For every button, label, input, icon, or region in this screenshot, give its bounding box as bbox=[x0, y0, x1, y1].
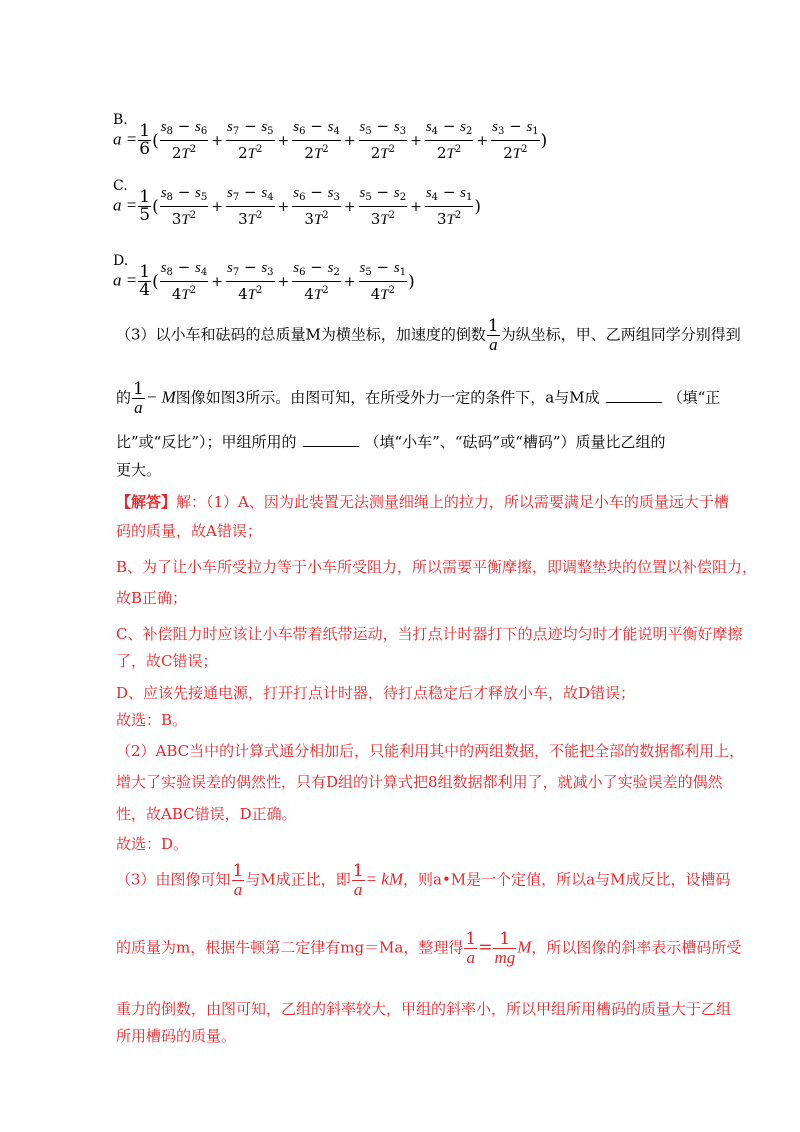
plus-sign: + bbox=[343, 273, 356, 290]
formula-term: $\frac{s_4 - s_1}{3T^2}$ bbox=[425, 183, 473, 228]
formula-term: $\frac{s_8 - s_4}{4T^2}$ bbox=[160, 258, 208, 303]
plus-sign: + bbox=[343, 132, 356, 149]
answer-blank-1[interactable] bbox=[606, 388, 662, 403]
formula-term: $\frac{s_5 - s_3}{2T^2}$ bbox=[359, 117, 407, 162]
formula-term: $\frac{s_7 - s_4}{3T^2}$ bbox=[226, 183, 274, 228]
formula-term: $\frac{s_6 - s_4}{2T^2}$ bbox=[293, 117, 340, 162]
answer-line-11: 性，故ABC错误，D正确。 bbox=[116, 805, 297, 823]
answer-blank-2[interactable] bbox=[303, 432, 359, 447]
answer-line-3: B、为了让小车所受拉力等于小车所受阻力，所以需要平衡摩擦，即调整垫块的位置以补偿阻力， bbox=[116, 558, 758, 576]
option-c-label: C. bbox=[113, 178, 128, 194]
question3-line1: （3）以小车和砝码的总质量M为横坐标，加速度的倒数 $\frac{1}{a}$ 为纵坐标，甲、乙两组同学分别得到 bbox=[116, 316, 741, 354]
formula-paren-open: ( bbox=[152, 271, 159, 292]
answer-line-13: （3）由图像可知 $\frac{1}{a}$ 与M成正比，即 $\frac{1}{a}$ = kM，则a•M是一个定值，所以a与M成反比，设槽码 bbox=[116, 861, 731, 899]
formula-lead: a = bbox=[113, 195, 138, 215]
formula-paren-open: ( bbox=[152, 196, 159, 217]
formula-paren-open: ( bbox=[152, 130, 159, 151]
plus-sign: + bbox=[277, 198, 290, 215]
plus-sign: + bbox=[410, 132, 422, 149]
answer-line-7: D、应该先接通电源，打开打点计时器，待打点稳定后才释放小车，故D错误； bbox=[116, 684, 636, 702]
answer-tag: 【解答】 bbox=[116, 493, 177, 511]
answer-line-5: C、补偿阻力时应该让小车带着纸带运动，当打点计时器打下的点迹均匀时才能说明平衡好摩擦 bbox=[116, 625, 743, 643]
plus-sign: + bbox=[211, 198, 223, 215]
formula-paren-close: ) bbox=[474, 196, 482, 217]
answer-line-6: 了，故C错误； bbox=[116, 652, 218, 670]
plus-sign: + bbox=[343, 198, 356, 215]
answer-line-4: 故B正确； bbox=[116, 589, 188, 607]
option-b-formula bbox=[113, 118, 547, 163]
formula-term: $\frac{s_7 - s_3}{4T^2}$ bbox=[226, 258, 274, 303]
question3-line2-lead: 的 bbox=[116, 388, 132, 407]
fraction-one-over-a: $\frac{1}{a}$ bbox=[352, 861, 364, 899]
answer-line-8: 故选：B。 bbox=[116, 711, 188, 729]
option-d-formula bbox=[113, 259, 415, 304]
formula-term: $\frac{s_6 - s_2}{4T^2}$ bbox=[293, 258, 340, 303]
plus-sign: + bbox=[211, 132, 223, 149]
answer-line-16: 所用槽码的质量。 bbox=[116, 1027, 237, 1045]
formula-term: $\frac{s_5 - s_1}{4T^2}$ bbox=[359, 258, 407, 303]
answer-line-2: 码的质量，故A错误； bbox=[116, 522, 262, 540]
plus-sign: + bbox=[211, 273, 223, 290]
formula-coefficient: $\frac{1}{5}$ bbox=[139, 187, 151, 225]
fraction-one-over-mg: $\frac{1}{mg}$ bbox=[494, 929, 516, 967]
option-b-label: B. bbox=[113, 112, 128, 128]
formula-term: $\frac{s_5 - s_2}{3T^2}$ bbox=[359, 183, 407, 228]
fraction-one-over-a: $\frac{1}{a}$ bbox=[133, 379, 144, 417]
plus-sign: + bbox=[410, 198, 422, 215]
fraction-one-over-a: $\frac{1}{a}$ bbox=[232, 861, 244, 899]
question3-line3: 比”或“反比”）；甲组所用的 （填“小车”、“砝码”或“槽码”）质量比乙组的 bbox=[116, 433, 666, 451]
question3-line2: 的 $\frac{1}{a}$ − M图像如图3所示。由图可知，在所受外力一定的条件下，a与M成 （填“正 bbox=[116, 379, 721, 417]
fraction-one-over-a: $\frac{1}{a}$ bbox=[487, 316, 499, 354]
answer-line-1: 【解答】解：（1）A、因为此装置无法测量细绳上的拉力，所以需要满足小车的质量远大于槽 bbox=[116, 493, 729, 511]
formula-term: $\frac{s_8 - s_6}{2T^2}$ bbox=[160, 117, 208, 162]
answer-line-15: 重力的倒数，由图可知，乙组的斜率较大，甲组的斜率小，所以甲组所用槽码的质量大于乙组 bbox=[116, 1000, 732, 1018]
option-c-formula bbox=[113, 184, 481, 229]
answer-line-9: （2）ABC当中的计算式通分相加后，只能利用其中的两组数据，不能把全部的数据都利用上， bbox=[116, 742, 745, 760]
plus-sign: + bbox=[476, 132, 489, 149]
plus-sign: + bbox=[277, 273, 290, 290]
formula-paren-close: ) bbox=[540, 130, 548, 151]
fraction-one-over-a: $\frac{1}{a}$ bbox=[465, 929, 477, 967]
answer-line-10: 增大了实验误差的偶然性，只有D组的计算式把8组数据都利用了，就减小了实验误差的偶然 bbox=[116, 773, 723, 791]
formula-lead: a = bbox=[113, 270, 138, 290]
formula-lead: a = bbox=[113, 129, 138, 149]
answer-line-14: 的质量为m，根据牛顿第二定律有mg＝Ma，整理得 $\frac{1}{a}$ = $\frac{1}{mg}$ M，所以图像的斜率表示槽码所受 bbox=[116, 929, 742, 967]
formula-paren-close: ) bbox=[408, 271, 415, 292]
formula-term: $\frac{s_6 - s_3}{3T^2}$ bbox=[293, 183, 340, 228]
option-d-label: D. bbox=[113, 253, 129, 269]
answer-line-12: 故选：D。 bbox=[116, 835, 189, 853]
formula-term: $\frac{s_4 - s_2}{2T^2}$ bbox=[425, 117, 473, 162]
plus-sign: + bbox=[277, 132, 290, 149]
formula-term: $\frac{s_7 - s_5}{2T^2}$ bbox=[226, 117, 274, 162]
formula-coefficient: $\frac{1}{4}$ bbox=[139, 262, 151, 300]
formula-term: $\frac{s_8 - s_5}{3T^2}$ bbox=[160, 183, 208, 228]
formula-term: $\frac{s_3 - s_1}{2T^2}$ bbox=[492, 117, 539, 162]
question3-line4: 更大。 bbox=[116, 461, 162, 479]
formula-coefficient: $\frac{1}{6}$ bbox=[139, 121, 151, 159]
